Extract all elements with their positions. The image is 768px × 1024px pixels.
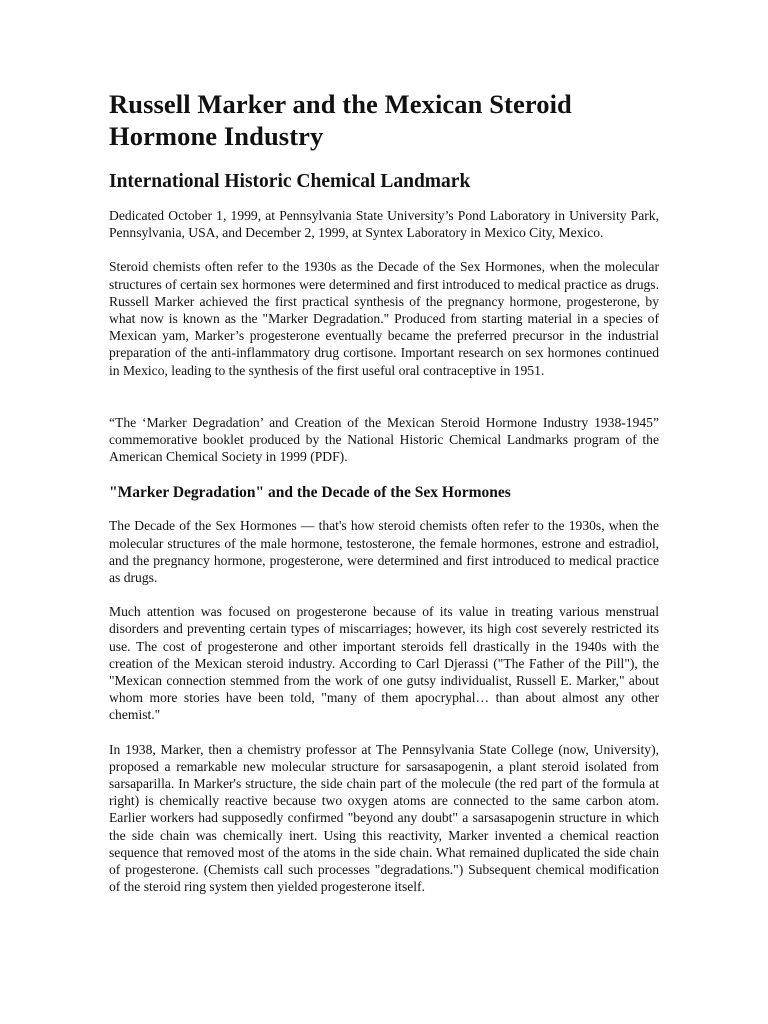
dedication-paragraph: Dedicated October 1, 1999, at Pennsylvania State University’s Pond Laboratory in University Park, Pennsylvania, USA, and December 2, 1999, at Syntex Laboratory in Mexico City, Mexico.	[109, 208, 659, 241]
document-subtitle: International Historic Chemical Landmark	[109, 171, 471, 192]
document-page	[109, 88, 659, 913]
document-title: Russell Marker and the Mexican Steroid Hormone Industry	[109, 89, 572, 151]
section-paragraph: The Decade of the Sex Hormones — that's how steroid chemists often refer to the 1930s, when the molecular structures of the male hormone, testosterone, the female hormones, estrone and estradiol, and the pregnancy hormone, progesterone, were determined and first introduced to medical practice as drugs.	[109, 518, 659, 586]
section-paragraph: Much attention was focused on progesterone because of its value in treating various menstrual disorders and preventing certain types of miscarriages; however, its high cost severely restricted its use. The cost of progesterone and other important steroids fell drastically in the 1940s with the creation of the Mexican steroid industry. According to Carl Djerassi ("The Father of the Pill"), the "Mexican connection stemmed from the work of one gutsy individualist, Russell E. Marker," about whom more stories have been told, "many of them apocryphal… than about almost any other chemist."	[109, 604, 659, 723]
section-paragraph: In 1938, Marker, then a chemistry professor at The Pennsylvania State College (now, University), proposed a remarkable new molecular structure for sarsasapogenin, a plant steroid isolated from sarsaparilla. In Marker's structure, the side chain part of the molecule (the red part of the formula at right) is chemically reactive because two oxygen atoms are connected to the same carbon atom. Earlier workers had supposedly confirmed "beyond any doubt" a sarsasapogenin structure in which the side chain was chemically inert. Using this reactivity, Marker invented a chemical reaction sequence that removed most of the atoms in the side chain. What remained duplicated the side chain of progesterone. (Chemists call such processes "degradations.") Subsequent chemical modification of the steroid ring system then yielded progesterone itself.	[109, 741, 659, 895]
summary-paragraph: Steroid chemists often refer to the 1930s as the Decade of the Sex Hormones, when the molecular structures of certain sex hormones were determined and first introduced to medical practice as drugs. Russell Marker achieved the first practical synthesis of the pregnancy hormone, progesterone, by what now is known as the "Marker Degradation." Produced from starting material in a species of Mexican yam, Marker’s progesterone eventually became the preferred precursor in the industrial preparation of the anti-inflammatory drug cortisone. Important research on sex hormones continued in Mexico, leading to the synthesis of the first useful oral contraceptive in 1951.	[109, 259, 659, 378]
booklet-reference-paragraph: “The ‘Marker Degradation’ and Creation of the Mexican Steroid Hormone Industry 1938-1945” commemorative booklet produced by the National Historic Chemical Landmarks program of the American Chemical Society in 1999 (PDF).	[109, 414, 659, 465]
section-heading: "Marker Degradation" and the Decade of the Sex Hormones	[109, 484, 511, 502]
